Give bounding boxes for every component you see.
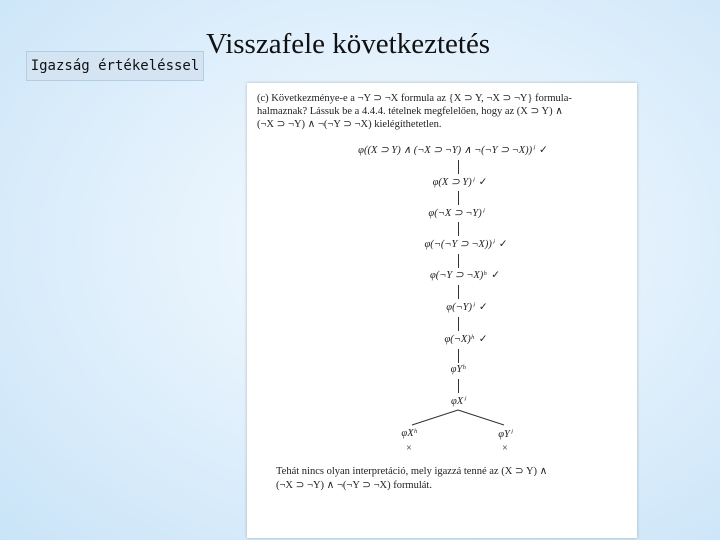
left-branch-line: [412, 410, 458, 425]
conclusion-line-1: Tehát nincs olyan interpretáció, mely igazzá tenné az (X ⊃ Y) ∧: [276, 466, 548, 477]
tree-node-8: φXⁱ: [450, 396, 466, 407]
closed-branch-icon: ×: [406, 443, 412, 454]
check-icon: ✓: [478, 302, 488, 313]
scanned-page: [247, 83, 637, 538]
problem-line-2: halmaznak? Lássuk be a 4.4.4. tételnek megfelelően, hogy az (X ⊃ Y) ∧: [257, 106, 563, 117]
right-branch-line: [458, 410, 504, 425]
closed-branch-icon: ×: [502, 443, 508, 454]
conclusion-line-2: (¬X ⊃ ¬Y) ∧ ¬(¬Y ⊃ ¬X) formulát.: [276, 480, 432, 491]
problem-line-3: (¬X ⊃ ¬Y) ∧ ¬(¬Y ⊃ ¬X) kielégíthetetlen.: [257, 119, 442, 130]
tree-node-2: φ(¬X ⊃ ¬Y)ⁱ: [428, 208, 484, 219]
tree-node-3: φ(¬(¬Y ⊃ ¬X))ⁱ ✓: [424, 239, 508, 250]
slide-title: Visszafele következtetés: [206, 28, 491, 60]
tree-node-5: φ(¬Y)ⁱ ✓: [446, 302, 488, 313]
topic-label: Igazság értékeléssel: [26, 51, 204, 81]
problem-line-1: (c) Következménye-e a ¬Y ⊃ ¬X formula az {X ⊃ Y, ¬X ⊃ ¬Y} formula-: [257, 93, 572, 104]
tree-node-6: φ(¬X)ʰ ✓: [444, 334, 488, 345]
tree-node-4: φ(¬Y ⊃ ¬X)ʰ ✓: [429, 270, 501, 281]
check-icon: ✓: [539, 145, 548, 156]
conclusion-text: [276, 465, 631, 493]
tree-node-7: φYʰ: [450, 364, 466, 375]
check-icon: ✓: [491, 270, 501, 281]
tree-root: φ((X ⊃ Y) ∧ (¬X ⊃ ¬Y) ∧ ¬(¬Y ⊃ ¬X))ⁱ ✓: [358, 145, 548, 156]
tree-node-1: φ(X ⊃ Y)ⁱ ✓: [432, 177, 488, 188]
check-icon: ✓: [498, 239, 508, 250]
check-icon: ✓: [478, 334, 488, 345]
tree-leaf-right: φYⁱ: [498, 429, 512, 440]
check-icon: ✓: [478, 177, 488, 188]
tree-leaf-left: φXʰ: [401, 428, 417, 439]
